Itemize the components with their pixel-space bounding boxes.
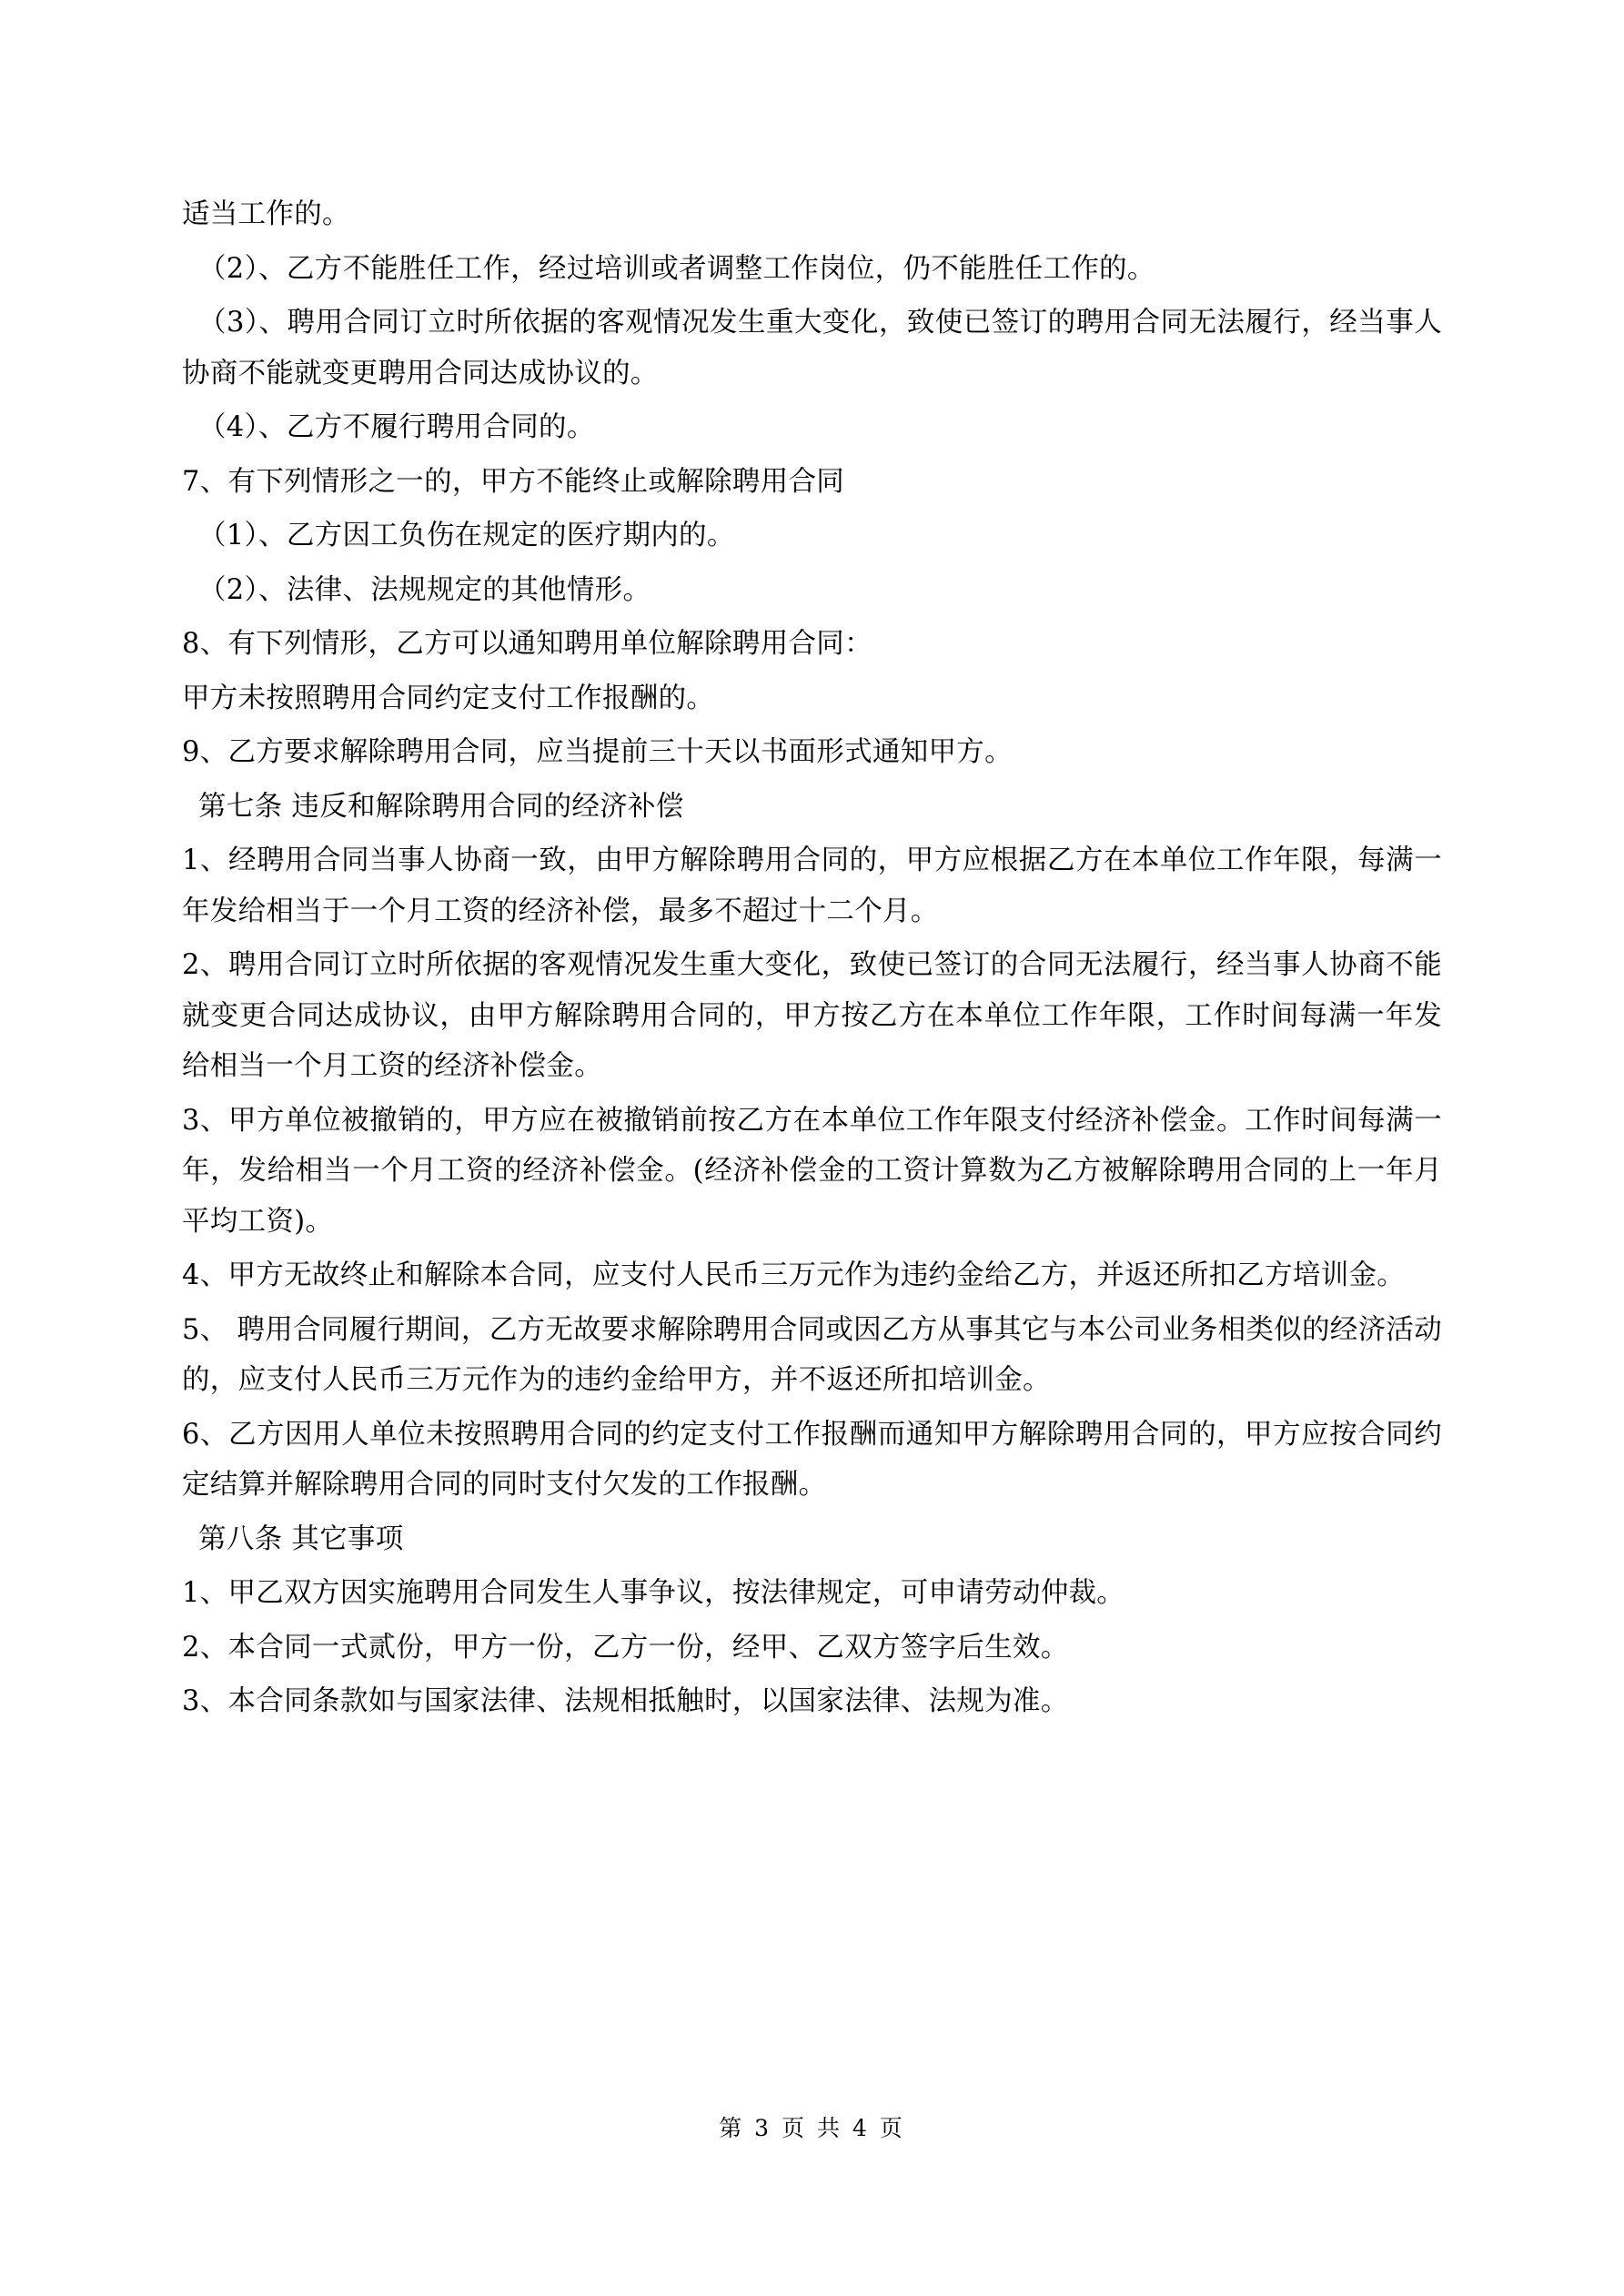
paragraph: 4、甲方无故终止和解除本合同，应支付人民币三万元作为违约金给乙方，并返还所扣乙方培训金。 [182,1259,1406,1291]
paragraph: 1、经聘用合同当事人协商一致，由甲方解除聘用合同的，甲方应根据乙方在本单位工作年限，每满一年发给相当于一个月工资的经济补偿，最多不超过十二个月。 [182,845,1442,927]
paragraph: 1、甲乙双方因实施聘用合同发生人事争议，按法律规定，可申请劳动仲裁。 [182,1577,1125,1609]
paragraph: 8、有下列情形，乙方可以通知聘用单位解除聘用合同： [182,628,873,660]
paragraph: （1）、乙方因工负伤在规定的医疗期内的。 [198,520,735,551]
paragraph: 5、 聘用合同履行期间，乙方无故要求解除聘用合同或因乙方从事其它与本公司业务相类似的经济活动的，应支付人民币三万元作为的违约金给甲方，并不返还所扣培训金。 [182,1313,1442,1396]
section-heading: 第八条 其它事项 [198,1522,404,1555]
paragraph: 3、本合同条款如与国家法律、法规相抵触时，以国家法律、法规为准。 [182,1685,1069,1717]
paragraph: （4）、乙方不履行聘用合同的。 [198,411,595,443]
paragraph: （2）、乙方不能胜任工作，经过培训或者调整工作岗位，仍不能胜任工作的。 [198,252,1155,285]
paragraph: 2、聘用合同订立时所依据的客观情况发生重大变化，致使已签订的合同无法履行，经当事人协商不能就变更合同达成协议，由甲方解除聘用合同的，甲方按乙方在本单位工作年限，工作时间每满一年发给相当一个月工资的经济补偿金。 [182,949,1442,1082]
paragraph: 甲方未按照聘用合同约定支付工作报酬的。 [182,682,715,714]
section-heading: 第七条 违反和解除聘用合同的经济补偿 [198,790,684,823]
document-body [182,189,1442,1727]
page-footer: 第 3 页 共 4 页 [719,2115,905,2141]
paragraph: 6、乙方因用人单位未按照聘用合同的约定支付工作报酬而通知甲方解除聘用合同的，甲方应按合同约定结算并解除聘用合同的同时支付欠发的工作报酬。 [182,1418,1442,1501]
paragraph: 7、有下列情形之一的，甲方不能终止或解除聘用合同 [182,465,845,498]
paragraph: （3）、聘用合同订立时所依据的客观情况发生重大变化，致使已签订的聘用合同无法履行，经当事人协商不能就变更聘用合同达成协议的。 [182,307,1442,389]
paragraph: （2）、法律、法规规定的其他情形。 [198,573,651,606]
paragraph: 适当工作的。 [182,198,350,230]
paragraph: 9、乙方要求解除聘用合同，应当提前三十天以书面形式通知甲方。 [182,736,1013,768]
paragraph: 3、甲方单位被撤销的，甲方应在被撤销前按乙方在本单位工作年限支付经济补偿金。工作时间每满一年，发给相当一个月工资的经济补偿金。(经济补偿金的工资计算数为乙方被解除聘用合同的上一年月平均工资)。 [182,1104,1442,1238]
paragraph: 2、本合同一式贰份，甲方一份，乙方一份，经甲、乙双方签字后生效。 [182,1631,1069,1664]
